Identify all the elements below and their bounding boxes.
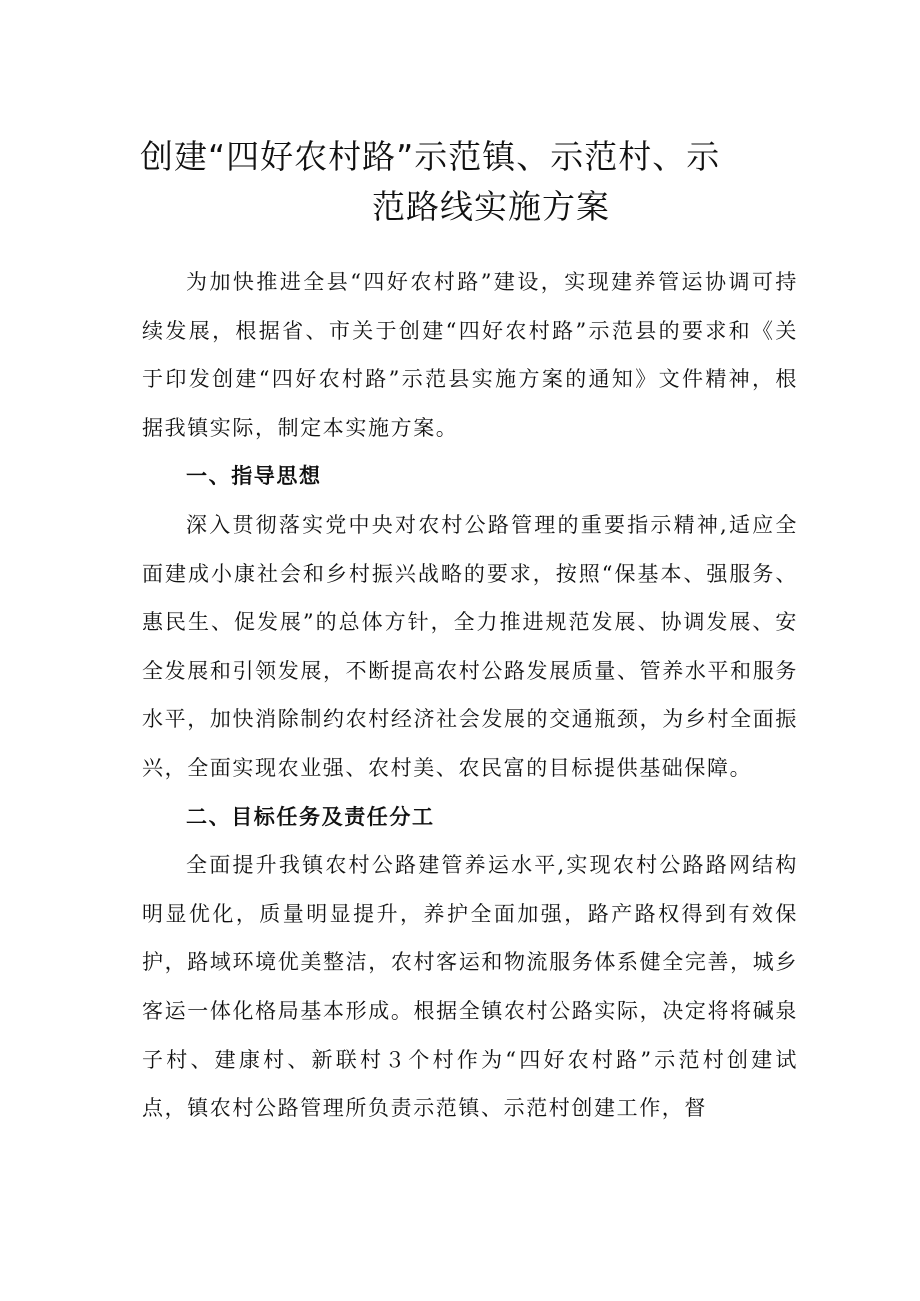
title-line-2: 范路线实施方案	[372, 187, 610, 226]
document-title	[120, 132, 800, 232]
section-1-paragraph: 深入贯彻落实党中央对农村公路管理的重要指示精神,适应全面建成小康社会和乡村振兴战略的要求，按照“保基本、强服务、惠民生、促发展”的总体方针，全力推进规范发展、协调发展、安全发展和引领发展，不断提高农村公路发展质量、管养水平和服务水平，加快消除制约农村经济社会发展的交通瓶颈，为乡村全面振兴，全面实现农业强、农村美、农民富的目标提供基础保障。	[142, 512, 798, 780]
section-heading-goals-tasks: 二、目标任务及责任分工	[186, 804, 435, 829]
section-heading-guiding-thought: 一、指导思想	[186, 464, 322, 489]
intro-paragraph: 为加快推进全县“四好农村路”建设，实现建养管运协调可持续发展，根据省、市关于创建“四好农村路”示范县的要求和《关于印发创建“四好农村路”示范县实施方案的通知》文件精神，根据我镇实际，制定本实施方案。	[142, 270, 798, 440]
document-body	[142, 258, 798, 1133]
section-2-paragraph: 全面提升我镇农村公路建管养运水平,实现农村公路路网结构明显优化，质量明显提升，养护全面加强，路产路权得到有效保护，路域环境优美整洁，农村客运和物流服务体系健全完善，城乡客运一体化格局基本形成。根据全镇农村公路实际，决定将将碱泉子村、建康村、新联村３个村作为“四好农村路”示范村创建试点，镇农村公路管理所负责示范镇、示范村创建工作，督	[142, 853, 798, 1121]
title-line-1: 创建“四好农村路”示范镇、示范村、示	[140, 137, 721, 176]
